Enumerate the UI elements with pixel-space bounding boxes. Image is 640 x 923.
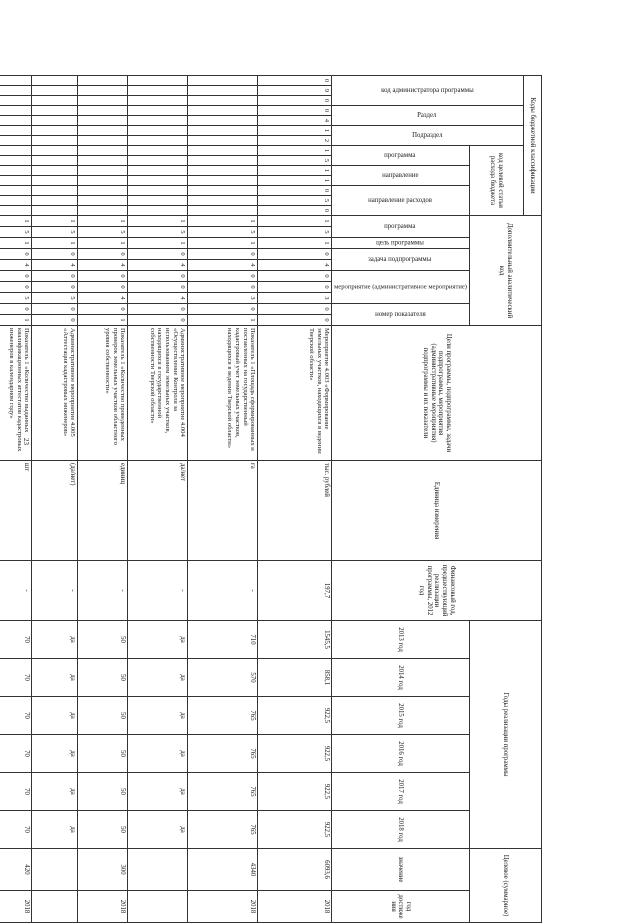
budget-code-digit xyxy=(78,76,128,86)
budget-code-digit xyxy=(188,166,258,176)
goal-text: Мероприятие 4.003 «Формирование земельных участков, находящихся в ведении Тверской области» xyxy=(258,326,332,461)
unit-header: Единица измерения xyxy=(332,461,542,561)
budget-code-digit: 1 xyxy=(258,166,332,176)
budget-code-digit xyxy=(78,86,128,96)
year-value: 765 xyxy=(188,735,258,773)
analytic-code-digit: 0 xyxy=(188,249,258,260)
target-item-header: код целевой статьи расхода бюджета xyxy=(470,146,524,216)
analytic-code-digit: 1 xyxy=(258,216,332,227)
budget-code-digit xyxy=(188,116,258,126)
program-table xyxy=(0,75,542,923)
analytic-code-digit: 0 xyxy=(258,249,332,260)
budget-code-digit xyxy=(128,86,188,96)
budget-codes-header: Коды бюджетной классификации xyxy=(524,76,542,216)
unit-cell: да/нет xyxy=(128,461,188,561)
fin-year-value: - xyxy=(78,561,128,621)
budget-code-digit xyxy=(32,136,78,146)
budget-code-digit xyxy=(0,196,32,206)
analytic-code-digit: 0 xyxy=(128,304,188,315)
budget-code-digit xyxy=(78,136,128,146)
budget-code-digit: 0 xyxy=(258,206,332,216)
budget-code-digit xyxy=(0,126,32,136)
budget-code-digit xyxy=(0,176,32,186)
unit-cell: шт xyxy=(0,461,32,561)
year-2015-header: 2015 год xyxy=(332,697,470,735)
budget-code-digit xyxy=(0,86,32,96)
target-year: 2018 xyxy=(78,891,128,923)
analytic-code-digit: 1 xyxy=(128,216,188,227)
budget-code-digit: 5 xyxy=(258,196,332,206)
budget-code-digit xyxy=(32,156,78,166)
analytic-code-digit: 1 xyxy=(32,216,78,227)
budget-code-digit xyxy=(0,166,32,176)
analytic-code-digit: 5 xyxy=(0,293,32,304)
year-value: 70 xyxy=(0,735,32,773)
budget-code-digit xyxy=(0,186,32,196)
goal-text: Показатель 1 «Количество проведенных проверок земельных участков областного уровня собственности» xyxy=(78,326,128,461)
analytic-code-digit: 5 xyxy=(258,227,332,238)
table-row xyxy=(188,76,258,923)
analytic-code-digit: 0 xyxy=(78,282,128,293)
year-value: да xyxy=(128,621,188,659)
fin-year-value: - xyxy=(0,561,32,621)
year-value: 50 xyxy=(78,697,128,735)
table-row xyxy=(128,76,188,923)
budget-code-digit xyxy=(32,176,78,186)
target-year xyxy=(128,891,188,923)
analytic-code-digit: 5 xyxy=(32,227,78,238)
budget-code-digit xyxy=(78,96,128,106)
budget-code-digit xyxy=(128,206,188,216)
budget-code-digit xyxy=(128,96,188,106)
analytic-code-digit: 4 xyxy=(258,260,332,271)
fin-year-value: - xyxy=(32,561,78,621)
unit-cell: га xyxy=(188,461,258,561)
budget-code-digit: 1 xyxy=(258,176,332,186)
budget-code-digit xyxy=(0,136,32,146)
year-value: 922,5 xyxy=(258,697,332,735)
target-value xyxy=(128,849,188,891)
table-row xyxy=(32,76,78,923)
budget-code-digit xyxy=(78,116,128,126)
analytic-code-digit: 5 xyxy=(0,227,32,238)
budget-code-digit xyxy=(78,146,128,156)
year-value: 50 xyxy=(78,735,128,773)
budget-code-digit xyxy=(128,76,188,86)
budget-code-digit xyxy=(32,76,78,86)
budget-code-digit xyxy=(32,116,78,126)
year-value: да xyxy=(32,773,78,811)
budget-code-digit: 0 xyxy=(258,186,332,196)
budget-code-digit xyxy=(78,206,128,216)
analytic-code-digit: 0 xyxy=(258,282,332,293)
budget-code-digit xyxy=(188,176,258,186)
year-value: 710 xyxy=(188,621,258,659)
analytic-code-digit: 1 xyxy=(0,315,32,326)
analytic-code-digit: 0 xyxy=(128,271,188,282)
ac-measure-header: мероприятие (административное мероприятие) xyxy=(332,271,470,304)
analytic-code-digit: 0 xyxy=(128,282,188,293)
analytic-code-digit: 5 xyxy=(188,227,258,238)
ts-direction-header: направление xyxy=(332,166,470,186)
analytic-code-digit: 1 xyxy=(0,238,32,249)
year-value: 70 xyxy=(0,697,32,735)
budget-code-digit: 4 xyxy=(258,116,332,126)
fin-year-value: - xyxy=(188,561,258,621)
goal-text: Административное мероприятие 4.004 «Осуществление Контроля за использованием земельных участков, находящихся в государственной собственности Тверской области» xyxy=(128,326,188,461)
target-value: 420 xyxy=(0,849,32,891)
analytic-code-digit: 0 xyxy=(258,304,332,315)
budget-code-digit xyxy=(128,176,188,186)
budget-code-digit xyxy=(188,96,258,106)
year-value: 922,5 xyxy=(258,735,332,773)
analytic-code-digit: 0 xyxy=(258,271,332,282)
year-value: 50 xyxy=(78,773,128,811)
analytic-code-header: Дополнительный аналитический код xyxy=(470,216,542,326)
year-value: да xyxy=(128,811,188,849)
target-value: 4340 xyxy=(188,849,258,891)
ts-program-header: программа xyxy=(332,146,470,166)
target-year: 2018 xyxy=(0,891,32,923)
budget-code-digit xyxy=(188,156,258,166)
budget-code-digit xyxy=(128,106,188,116)
budget-code-digit xyxy=(0,106,32,116)
unit-cell: (да/нет) xyxy=(32,461,78,561)
budget-code-digit xyxy=(32,196,78,206)
budget-code-digit: 0 xyxy=(258,106,332,116)
budget-code-digit xyxy=(188,136,258,146)
target-header: Целевое (суммарное) xyxy=(470,849,542,923)
analytic-code-digit: 4 xyxy=(78,293,128,304)
analytic-code-digit: 0 xyxy=(188,271,258,282)
unit-cell: тыс. рублей xyxy=(258,461,332,561)
analytic-code-digit: 3 xyxy=(258,293,332,304)
year-value: да xyxy=(128,735,188,773)
year-2014-header: 2014 год xyxy=(332,659,470,697)
ts-expenses-header: направление расходов xyxy=(332,186,470,216)
budget-code-digit: 1 xyxy=(258,146,332,156)
budget-code-digit xyxy=(188,126,258,136)
analytic-code-digit: 4 xyxy=(32,260,78,271)
year-value: 1545,5 xyxy=(258,621,332,659)
analytic-code-digit: 1 xyxy=(32,238,78,249)
year-value: 70 xyxy=(0,659,32,697)
target-year: 2018 xyxy=(258,891,332,923)
analytic-code-digit: 0 xyxy=(32,315,78,326)
analytic-code-digit: 1 xyxy=(78,315,128,326)
year-value: да xyxy=(128,773,188,811)
budget-code-digit xyxy=(32,126,78,136)
table-body xyxy=(0,76,332,923)
budget-code-digit xyxy=(78,166,128,176)
budget-code-digit xyxy=(32,96,78,106)
budget-code-digit xyxy=(128,136,188,146)
budget-code-digit xyxy=(32,206,78,216)
analytic-code-digit: 5 xyxy=(78,227,128,238)
budget-code-digit xyxy=(0,96,32,106)
analytic-code-digit: 4 xyxy=(78,260,128,271)
fin-year-header: Финансовый год, предшествующий реализации программы, 2012 год xyxy=(332,561,542,621)
budget-code-digit: 1 xyxy=(258,126,332,136)
ac-indicator-header: номер показателя xyxy=(332,304,470,326)
year-value: да xyxy=(32,659,78,697)
budget-code-digit xyxy=(32,186,78,196)
year-2016-header: 2016 год xyxy=(332,735,470,773)
target-year: 2018 xyxy=(188,891,258,923)
analytic-code-digit: 4 xyxy=(0,260,32,271)
target-value: 6093,6 xyxy=(258,849,332,891)
goals-header: Цели программы, подпрограммы, задачи подпрограммы, мероприятия (административные мероприятия) подпрограммы и их показатели xyxy=(332,326,542,461)
admin-code-header: код администратора программы xyxy=(332,76,524,106)
year-value: да xyxy=(32,621,78,659)
analytic-code-digit: 0 xyxy=(32,271,78,282)
table-row xyxy=(0,76,32,923)
budget-code-digit xyxy=(78,106,128,116)
budget-code-digit xyxy=(128,186,188,196)
year-value: 922,5 xyxy=(258,773,332,811)
budget-code-digit xyxy=(128,146,188,156)
section-header: Раздел xyxy=(332,106,524,126)
table-row xyxy=(78,76,128,923)
budget-code-digit xyxy=(0,206,32,216)
budget-code-digit xyxy=(78,186,128,196)
budget-code-digit xyxy=(188,146,258,156)
ac-program-header: программа xyxy=(332,216,470,238)
table-row xyxy=(258,76,332,923)
analytic-code-digit: 4 xyxy=(128,260,188,271)
budget-code-digit xyxy=(188,86,258,96)
budget-code-digit xyxy=(32,106,78,116)
year-value: 50 xyxy=(78,621,128,659)
budget-code-digit: 2 xyxy=(258,136,332,146)
years-header: Годы реализации программы xyxy=(470,621,542,849)
analytic-code-digit: 0 xyxy=(258,315,332,326)
budget-code-digit xyxy=(128,196,188,206)
budget-code-digit xyxy=(0,146,32,156)
year-value: 858,1 xyxy=(258,659,332,697)
analytic-code-digit: 1 xyxy=(258,238,332,249)
year-value: 765 xyxy=(188,773,258,811)
year-2018-header: 2018 год xyxy=(332,811,470,849)
budget-code-digit xyxy=(128,166,188,176)
budget-code-digit: 0 xyxy=(258,76,332,86)
fin-year-value: 197,7 xyxy=(258,561,332,621)
analytic-code-digit: 5 xyxy=(32,293,78,304)
budget-code-digit xyxy=(188,186,258,196)
budget-code-digit xyxy=(0,76,32,86)
year-value: 70 xyxy=(0,773,32,811)
year-value: 70 xyxy=(0,811,32,849)
budget-code-digit xyxy=(128,116,188,126)
budget-code-digit: 0 xyxy=(258,96,332,106)
year-value: да xyxy=(32,811,78,849)
subsection-header: Подраздел xyxy=(332,126,524,146)
year-value: да xyxy=(32,697,78,735)
analytic-code-digit: 4 xyxy=(128,293,188,304)
budget-code-digit xyxy=(188,76,258,86)
analytic-code-digit: 0 xyxy=(0,304,32,315)
analytic-code-digit: 1 xyxy=(78,216,128,227)
analytic-code-digit: 0 xyxy=(128,315,188,326)
page-number: 23 xyxy=(22,438,30,445)
analytic-code-digit: 4 xyxy=(188,260,258,271)
year-value: да xyxy=(32,735,78,773)
goal-text: Показатель 1 «Количество выданных квалификационных аттестатов кадастровых инженеров в календарном году» xyxy=(0,326,32,461)
analytic-code-digit: 0 xyxy=(78,271,128,282)
analytic-code-digit: 0 xyxy=(0,282,32,293)
year-value: 765 xyxy=(188,697,258,735)
analytic-code-digit: 1 xyxy=(188,238,258,249)
goal-text: Показатель 1 «Площадь сформированных и поставленных на государственный кадастровый учет земельных участков, находящихся в ведении Тверской области» xyxy=(188,326,258,461)
budget-code-digit xyxy=(188,206,258,216)
target-value xyxy=(32,849,78,891)
budget-code-digit xyxy=(78,156,128,166)
budget-code-digit xyxy=(188,196,258,206)
analytic-code-digit: 0 xyxy=(32,282,78,293)
analytic-code-digit: 1 xyxy=(0,216,32,227)
budget-code-digit xyxy=(32,86,78,96)
year-value: 570 xyxy=(188,659,258,697)
budget-code-digit xyxy=(32,146,78,156)
budget-code-digit xyxy=(128,156,188,166)
analytic-code-digit: 3 xyxy=(188,293,258,304)
budget-code-digit xyxy=(78,196,128,206)
budget-code-digit: 9 xyxy=(258,86,332,96)
ac-goal-header: цель программы xyxy=(332,238,470,249)
analytic-code-digit: 0 xyxy=(78,304,128,315)
ac-task-header: задача подпрограммы xyxy=(332,249,470,271)
budget-code-digit: 5 xyxy=(258,156,332,166)
year-value: 50 xyxy=(78,811,128,849)
year-value: да xyxy=(128,697,188,735)
unit-cell: единиц xyxy=(78,461,128,561)
target-value: 300 xyxy=(78,849,128,891)
analytic-code-digit: 0 xyxy=(32,304,78,315)
budget-code-digit xyxy=(188,106,258,116)
analytic-code-digit: 1 xyxy=(188,315,258,326)
analytic-code-digit: 0 xyxy=(188,282,258,293)
fin-year-value: - xyxy=(128,561,188,621)
analytic-code-digit: 0 xyxy=(32,249,78,260)
analytic-code-digit: 1 xyxy=(78,238,128,249)
budget-code-digit xyxy=(78,126,128,136)
budget-code-digit xyxy=(0,116,32,126)
year-value: 765 xyxy=(188,811,258,849)
analytic-code-digit: 1 xyxy=(188,216,258,227)
analytic-code-digit: 1 xyxy=(128,238,188,249)
year-value: 922,5 xyxy=(258,811,332,849)
budget-code-digit xyxy=(0,156,32,166)
target-year-header: год достижения xyxy=(332,891,470,923)
analytic-code-digit: 0 xyxy=(188,304,258,315)
budget-code-digit xyxy=(32,166,78,176)
analytic-code-digit: 0 xyxy=(0,271,32,282)
year-value: да xyxy=(128,659,188,697)
year-value: 70 xyxy=(0,621,32,659)
year-2017-header: 2017 год xyxy=(332,773,470,811)
year-2013-header: 2013 год xyxy=(332,621,470,659)
analytic-code-digit: 5 xyxy=(128,227,188,238)
year-value: 50 xyxy=(78,659,128,697)
goal-text: Административное мероприятие 4.005 «Аттестация кадастровых инженеров» xyxy=(32,326,78,461)
budget-code-digit xyxy=(128,126,188,136)
header-row-1 xyxy=(524,76,542,923)
target-year xyxy=(32,891,78,923)
analytic-code-digit: 0 xyxy=(78,249,128,260)
analytic-code-digit: 0 xyxy=(128,249,188,260)
analytic-code-digit: 0 xyxy=(0,249,32,260)
target-value-header: значение xyxy=(332,849,470,891)
budget-code-digit xyxy=(78,176,128,186)
